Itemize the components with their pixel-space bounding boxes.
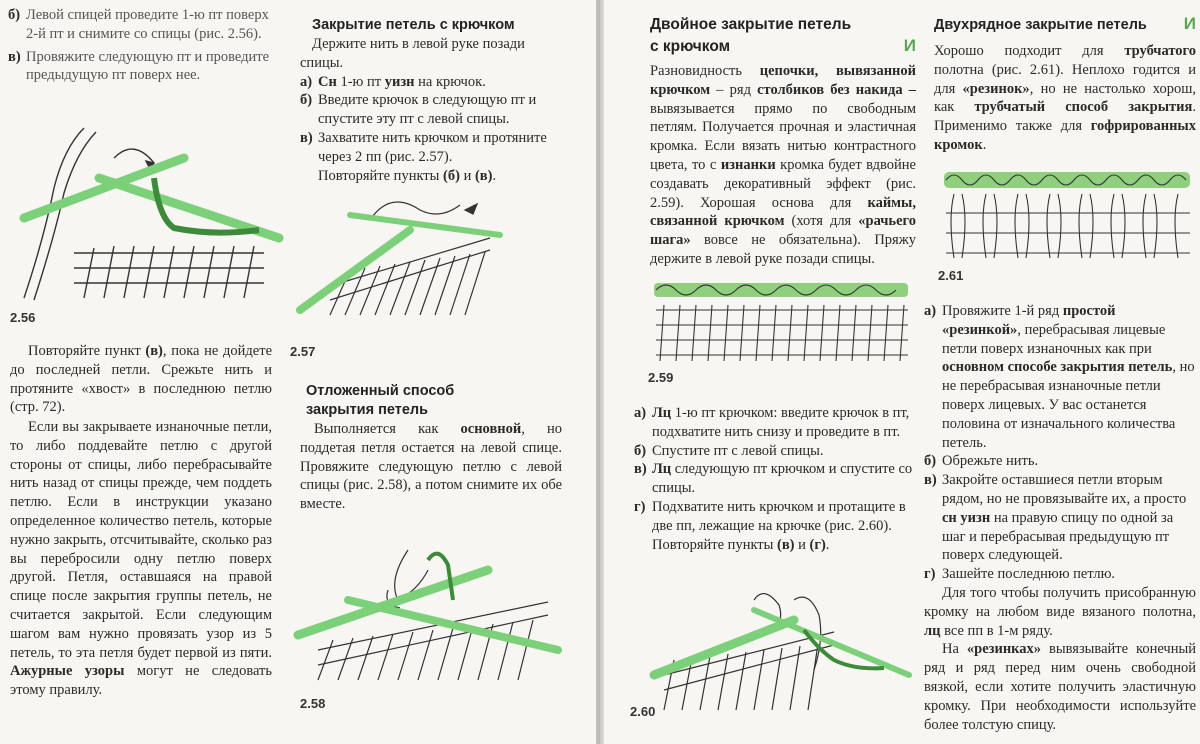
double-step-b: б) Спустите пт с левой спицы. [634, 442, 824, 459]
tworow-bindoff-section [934, 14, 1196, 155]
right-page [604, 0, 1200, 744]
figure-2-59-illustration [650, 275, 912, 365]
crochet-repeat: Повторяйте пункты (б) и (в). [318, 167, 497, 184]
step-v: в) Провяжите следующую пт и проведите предыдущую пт поверх нее. [8, 48, 270, 84]
figure-2-56-number: 2.56 [10, 310, 36, 325]
delayed-title-line2: закрытия петель [306, 402, 429, 418]
tworow-step-a: а) Провяжите 1-й ряд простой «резинкой», перебрасывая лицевые петли поверх изнаночных как при основном способе закрытия петель, но не перебрасывая изнаночные петли поверх лицевых. У вас останется половина от изначального количества петель. [924, 303, 1195, 451]
double-title-line1: Двойное закрытие петель [650, 16, 852, 33]
figure-2-61-number: 2.61 [938, 268, 964, 283]
double-steps [634, 404, 914, 554]
crochet-step-v: в) Захватите нить крючком и протяните через 2 пп (рис. 2.57). [300, 129, 547, 165]
double-intro: Разновидность цепочки, вывязанной крючком – ряд столбиков без накида –вывязывается прямо по свободным петлям. Получается прочная и эластичная кромка. Если вязать нитью контрастного цвета, то с изнанки кромка будет вдвойне создавать декоративный эффект (рис. 2.59). Хорошая основа для каймы, связанной крючком (хотя для «рачьего шага» вовсе не обязательна). Пряжу держите в левой руке позади спицы. [650, 63, 917, 267]
double-step-a: а) Лц 1-ю пт крючком: введите крючок в пт, подхватите нить снизу и проведите в пт. [634, 405, 910, 440]
top-steps [8, 6, 278, 85]
figure-2-57-number: 2.57 [290, 344, 316, 359]
crochet-bindoff-title: Закрытие петель с крючком [312, 17, 515, 33]
tworow-rib-note: На «резинках» вывязывайте конечный ряд и ряд перед ним очень свободной вязкой, если хотите получить эластичную кромку. При необходимости используйте более толстую спицу. [924, 641, 1196, 733]
double-step-g: г) Подхватите нить крючком и протащите в две пп, лежащие на крючке (рис. 2.60). [634, 498, 906, 534]
figure-2-58-illustration [288, 540, 563, 690]
double-bindoff-section [650, 14, 916, 269]
delayed-bindoff-section [300, 382, 562, 514]
figure-2-57-illustration [290, 190, 510, 335]
tworow-step-b: б) Обрежьте нить. [924, 453, 1039, 470]
figure-2-61-illustration [940, 168, 1194, 264]
crochet-step-b: б) Введите крючок в следующую пт и спустите эту пт с левой спицы. [300, 92, 537, 128]
repeat-paragraph: Повторяйте пункт (в), пока не дойдете до последней петли. Срежьте нить и протяните «хвост» в последнюю петлю (стр. 72). [10, 343, 272, 416]
figure-2-60-illustration [644, 580, 914, 720]
tworow-title: Двухрядное закрытие петель [934, 17, 1147, 33]
purl-paragraph: Если вы закрываете изнаночные петли, то либо поддевайте петлю с другой стороны от спицы, либо перебрасывайте нить назад от спицы прежде, чем поддеть петлю. Если в инструкции указано определенное количество петель, которые нужно закрыть, отсчитывайте, сколько раз вы перебросили одну петлю поверх другой. Петля, оставшаяся на правой спице после закрытия группы петель, не считается закрытой. Если следующим шагом вам нужно провязать узор из 5 петель, то эта петля будет первой из пяти. Ажурные узоры могут не следовать этому правилу. [10, 419, 272, 699]
double-level-badge: И [903, 36, 916, 55]
figure-2-60-number: 2.60 [630, 704, 656, 719]
double-title-line2: с крючком [650, 38, 731, 55]
delayed-text: Выполняется как основной, но поддетая петля остается на левой спице. Провяжите следующую петлю с левой спицы (рис. 2.58), а потом снимите их обе вместе. [300, 421, 562, 513]
crochet-step-a: а) Сн 1-ю пт уизн на крючок. [300, 73, 486, 90]
tworow-steps [924, 302, 1196, 734]
delayed-title-line1: Отложенный способ [306, 383, 455, 399]
tworow-step-v: в) Закройте оставшиеся петли вторым рядом, но не провязывайте их, а просто сн уизн на правую спицу по одной за шаг и перебрасывая предыдущую пт поверх следующей. [924, 472, 1187, 564]
figure-2-58-number: 2.58 [300, 696, 326, 711]
double-step-v: в) Лц следующую пт крючком и спустите со спицы. [634, 461, 913, 497]
tworow-intro: Хорошо подходит для трубчатого полотна (рис. 2.61). Неплохо годится и для «резинок», но не настолько хорош, как трубчатый способ закрытия. Применимо также для гофрированных кромок. [934, 43, 1196, 153]
figure-2-59-number: 2.59 [648, 370, 674, 385]
tworow-level-badge: И [1183, 14, 1196, 33]
left-page [0, 0, 596, 744]
step-b: б) Левой спицей проведите 1-ю пт поверх 2-й пт и снимите со спицы (рис. 2.56). [8, 7, 269, 42]
crochet-bindoff-intro: Держите нить в левой руке позади спицы. [300, 36, 525, 71]
figure-2-56-illustration [4, 118, 284, 308]
crochet-bindoff-section [300, 16, 562, 185]
tworow-gathered-edge: Для того чтобы получить присобранную кромку на любом виде вязаного полотна, лц все пп в 1-м ряду. [924, 584, 1196, 639]
tworow-step-g: г) Зашейте последнюю петлю. [924, 566, 1116, 583]
double-repeat: Повторяйте пункты (в) и (г). [652, 536, 830, 553]
